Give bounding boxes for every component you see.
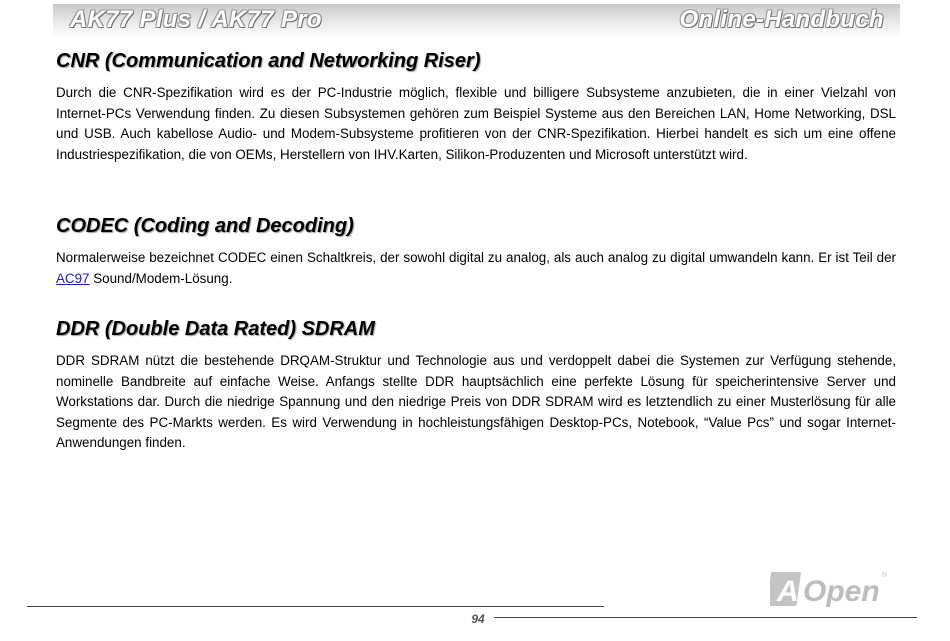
logo-registered-mark: ® <box>882 572 888 579</box>
aopen-logo <box>770 566 890 610</box>
page-number: 94 <box>466 612 490 626</box>
footer-rule-right <box>494 617 917 618</box>
logo-a: A <box>777 575 799 608</box>
section-body-cnr: Durch die CNR-Spezifikation wird es der PC-Industrie möglich, flexible und billigere Subsysteme anzubieten, die in einer Vielzahl von Internet-PCs Verwendung finden. Zu diesen Subsystemen gehören zum Beispiel Systeme aus den Bereichen LAN, Home Networking, DSL und USB. Auch kabellose Audio- und Modem-Subsysteme profitieren von der CNR-Spezifikation. Hierbei handelt es sich um eine offene Industriespezifikation, die von OEMs, Herstellern von IHV.Karten, Silikon-Produzenten und Microsoft unterstützt wird. <box>56 85 896 162</box>
section-heading-cnr: CNR (Communication and Networking Riser) <box>56 50 481 72</box>
section-heading-ddr: DDR (Double Data Rated) SDRAM <box>56 318 375 340</box>
logo-wordmark: Open <box>803 575 880 608</box>
ac97-link[interactable]: AC97 <box>56 270 90 286</box>
section-body-codec <box>56 248 896 289</box>
section-heading-codec <box>56 215 354 238</box>
manual-title: AK77 Plus / AK77 Pro <box>70 6 322 33</box>
footer-rule-left <box>27 606 604 607</box>
codec-body-text-end: Sound/Modem-Lösung. <box>89 270 233 286</box>
online-manual-label: Online-Handbuch <box>679 6 884 33</box>
section-body-ddr: DDR SDRAM nützt die bestehende DRQAM-Struktur und Technologie aus und verdoppelt dabei die Systemen zur Verfügung stehende, nominelle Bandbreite auf einfache Weise. Anfangs stellte DDR hauptsächlich eine perfekte Lösung für speicherintensive Server und Workstations dar. Durch die niedrige Spannung und den niedrige Preis von DDR SDRAM wird es letztendlich zu einer Musterlösung für alle Segmente des PC-Markts werden. Es wird Verwendung in hochleistungsfähigen Desktop-PCs, Notebook, “Value Pcs” und sogar Internet-Anwendungen finden. <box>56 353 896 450</box>
codec-body-text: Normalerweise bezeichnet CODEC einen Schaltkreis, der sowohl digital zu analog, als auch analog zu digital umwandeln kann. Er ist Teil der <box>56 250 896 265</box>
section-heading-codec-text: CODEC (Coding and Decoding) <box>56 215 354 237</box>
